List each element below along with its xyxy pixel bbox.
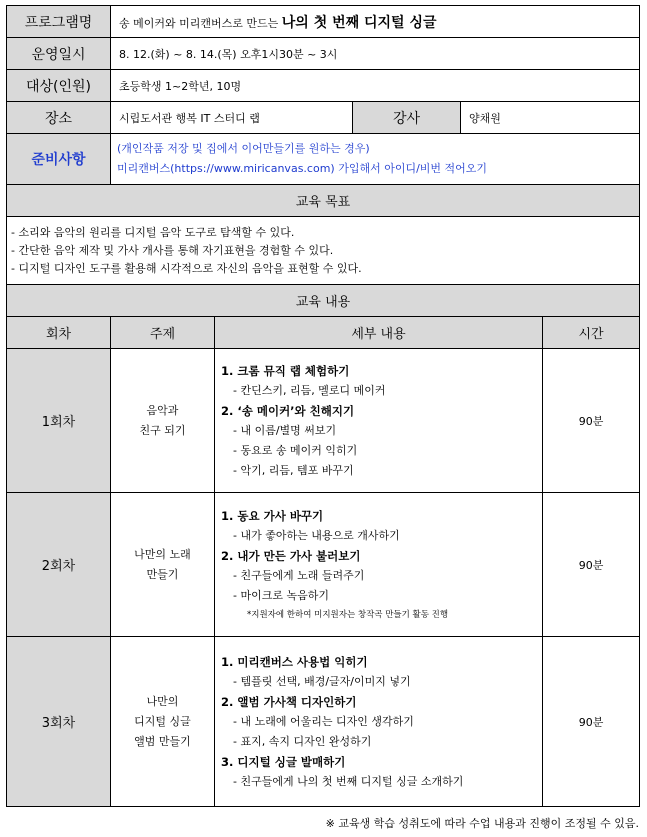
session-details [215,637,543,807]
footnote: ※ 교육생 학습 성취도에 따라 수업 내용과 진행이 조정될 수 있음. [325,817,639,830]
detail-item: - 악기, 리듬, 템포 바꾸기 [233,463,354,477]
detail-item: - 표지, 속지 디자인 완성하기 [233,734,372,748]
goals-heading: 교육 목표 [7,185,640,217]
session-topic [111,637,215,807]
session-details [215,349,543,493]
detail-item: - 내가 좋아하는 내용으로 개사하기 [233,528,400,542]
col-header-session: 회차 [7,317,111,349]
session-number: 3회차 [7,637,111,807]
topic-line: 앨범 만들기 [134,734,191,748]
session-time: 90분 [543,637,640,807]
preparation-line-1: (개인작품 저장 및 집에서 이어만들기를 원하는 경우) [117,142,370,155]
topic-line: 나만의 [146,694,179,708]
session-details [215,493,543,637]
preparation-row [7,134,640,185]
goal-item: - 간단한 음악 제작 및 가사 개사를 통해 자기표현을 경험할 수 있다. [11,243,334,257]
instructor-label: 강사 [353,102,461,134]
goal-item: - 소리와 음악의 원리를 디지털 음악 도구로 탐색할 수 있다. [11,225,295,239]
target-label: 대상(인원) [7,70,111,102]
goals-row [7,217,640,285]
target-value: 초등학생 1~2학년, 10명 [111,70,640,102]
session-number: 1회차 [7,349,111,493]
target-row [7,70,640,102]
topic-line: 만들기 [146,567,179,581]
goals-heading-row [7,185,640,217]
detail-item: - 친구들에게 노래 들려주기 [233,568,365,582]
schedule-label: 운영일시 [7,38,111,70]
session-time: 90분 [543,349,640,493]
session-topic [111,349,215,493]
detail-heading: 1. 동요 가사 바꾸기 [221,508,324,523]
col-header-time: 시간 [543,317,640,349]
program-title-prefix: 송 메이커와 미리캔버스로 만드는 [119,16,279,30]
place-label: 장소 [7,102,111,134]
session-time: 90분 [543,493,640,637]
topic-line: 나만의 노래 [134,547,191,561]
program-title-main: 나의 첫 번째 디지털 싱글 [281,14,437,31]
preparation-value [111,134,640,185]
content-heading: 교육 내용 [7,285,640,317]
topic-line: 친구 되기 [139,423,186,437]
detail-heading: 1. 크롬 뮤직 랩 체험하기 [221,363,350,378]
detail-item: - 친구들에게 나의 첫 번째 디지털 싱글 소개하기 [233,774,464,788]
topic-line: 음악과 [146,403,179,417]
detail-item: - 내 이름/별명 써보기 [233,423,337,437]
instructor-value: 양채원 [461,102,640,134]
session-number: 2회차 [7,493,111,637]
detail-item: - 동요로 송 메이커 익히기 [233,443,358,457]
detail-heading: 1. 미리캔버스 사용법 익히기 [221,654,368,669]
session-row [7,637,640,807]
detail-heading: 2. 앨범 가사책 디자인하기 [221,694,357,709]
detail-item: - 내 노래에 어울리는 디자인 생각하기 [233,714,414,728]
topic-line: 디지털 싱글 [134,714,191,728]
schedule-value: 8. 12.(화) ~ 8. 14.(목) 오후1시30분 ~ 3시 [111,38,640,70]
content-heading-row [7,285,640,317]
program-label: 프로그램명 [7,6,111,38]
col-header-details: 세부 내용 [215,317,543,349]
detail-heading: 2. ‘송 메이커’와 친해지기 [221,403,355,418]
detail-item: - 칸딘스키, 리듬, 멜로디 메이커 [233,383,386,397]
preparation-label: 준비사항 [7,134,111,185]
detail-note: *지원자에 한하여 미지원자는 창작곡 만들기 활동 진행 [247,609,449,620]
content-header-row [7,317,640,349]
program-row [7,6,640,38]
detail-heading: 2. 내가 만든 가사 불러보기 [221,548,361,563]
session-row [7,349,640,493]
schedule-row [7,38,640,70]
goal-item: - 디지털 디자인 도구를 활용해 시각적으로 자신의 음악을 표현할 수 있다. [11,261,362,275]
goals-list [7,217,640,285]
session-row [7,493,640,637]
col-header-topic: 주제 [111,317,215,349]
preparation-line-2: 미리캔버스(https://www.miricanvas.com) 가입해서 아이디/비번 적어오기 [117,162,488,175]
detail-item: - 마이크로 녹음하기 [233,588,329,602]
program-title [111,6,640,38]
place-row [7,102,640,134]
detail-item: - 템플릿 선택, 배경/글자/이미지 넣기 [233,674,411,688]
place-value: 시립도서관 행복 IT 스터디 랩 [111,102,353,134]
detail-heading: 3. 디지털 싱글 발매하기 [221,754,346,769]
program-plan-table [6,5,640,807]
session-topic [111,493,215,637]
